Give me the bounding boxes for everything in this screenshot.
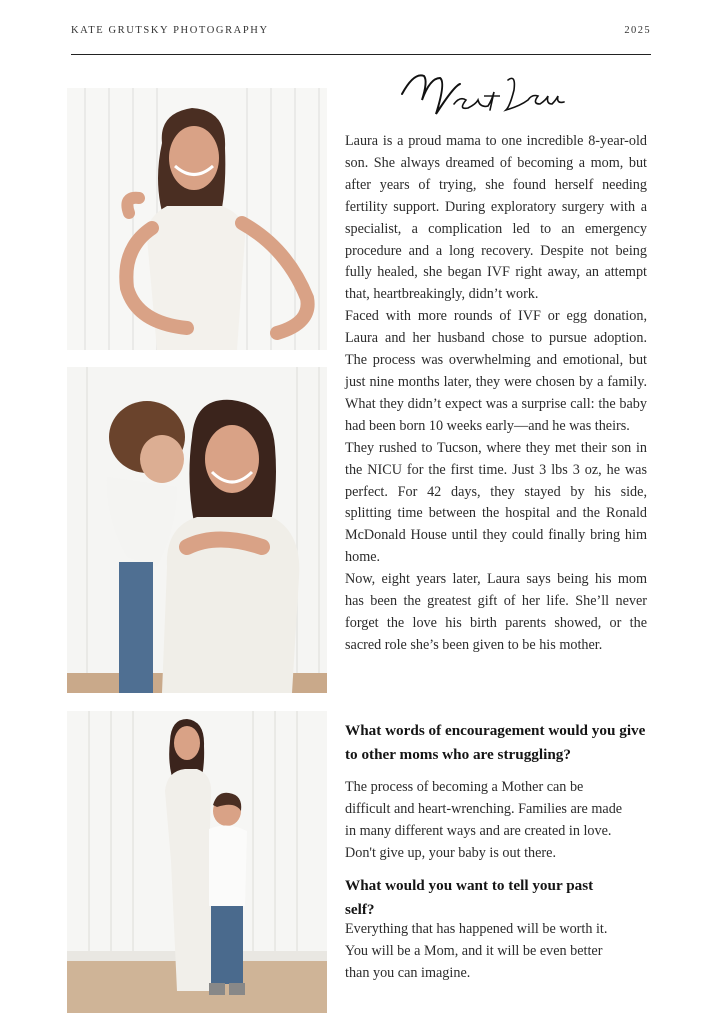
story-paragraph: They rushed to Tucson, where they met their son in the NICU for the first time. Just 3 lbs 3 oz, he was perfect. For 42 days, they stayed by his side, splitting time between the hospital and the Ronald McDonald House until they could finally bring him home. [345,439,647,566]
answer-encouragement [345,776,655,864]
question-encouragement: What words of encouragement would you give to other moms who are struggling? [345,722,646,763]
answer-past-self [345,918,655,984]
photo-laura-portrait [67,88,327,350]
answer-line: Everything that has happened will be worth it. [345,921,608,937]
story-text [345,131,647,657]
story-paragraph: Now, eight years later, Laura says being his mom has been the greatest gift of her life. She’ll never forget the love his birth parents showed, or the sacred role she’s been given to be his mother. [345,571,647,653]
photo-laura-and-son-hug [67,367,327,693]
story-paragraph: Faced with more rounds of IVF or egg donation, Laura and her husband chose to pursue adoption. The process was overwhelming and emotional, but just nine months later, they were chosen by a family. What they didn’t expect was a surprise call: the baby had been born 10 weeks early—and he was theirs. [345,308,647,434]
question-line: self? [345,901,375,918]
question-line: What would you want to tell your past [345,877,594,894]
answer-line: Don't give up, your baby is out there. [345,845,556,861]
brand-name: KATE GRUTSKY PHOTOGRAPHY [71,25,269,36]
photo-laura-and-son-standing [67,711,327,1013]
answer-line: You will be a Mom, and it will be even better [345,943,603,959]
answer-line: The process of becoming a Mother can be [345,779,584,795]
question-past-self [345,874,635,922]
answer-line: in many different ways and are created in love. [345,823,612,839]
answer-line: than you can imagine. [345,965,471,981]
page-title [396,66,568,126]
story-paragraph: Laura is a proud mama to one incredible 8-year-old son. She always dreamed of becoming a mom, but after years of trying, she found herself needing fertility support. During exploratory surgery with a specialist, a complication led to an emergency procedure and a long recovery. Despite not being fully healed, she began IVF right away, an attempt that, heartbreakingly, didn’t work. [345,133,647,303]
answer-line: difficult and heart-wrenching. Families are made [345,801,623,817]
year: 2025 [624,25,651,36]
header-divider [71,54,651,55]
